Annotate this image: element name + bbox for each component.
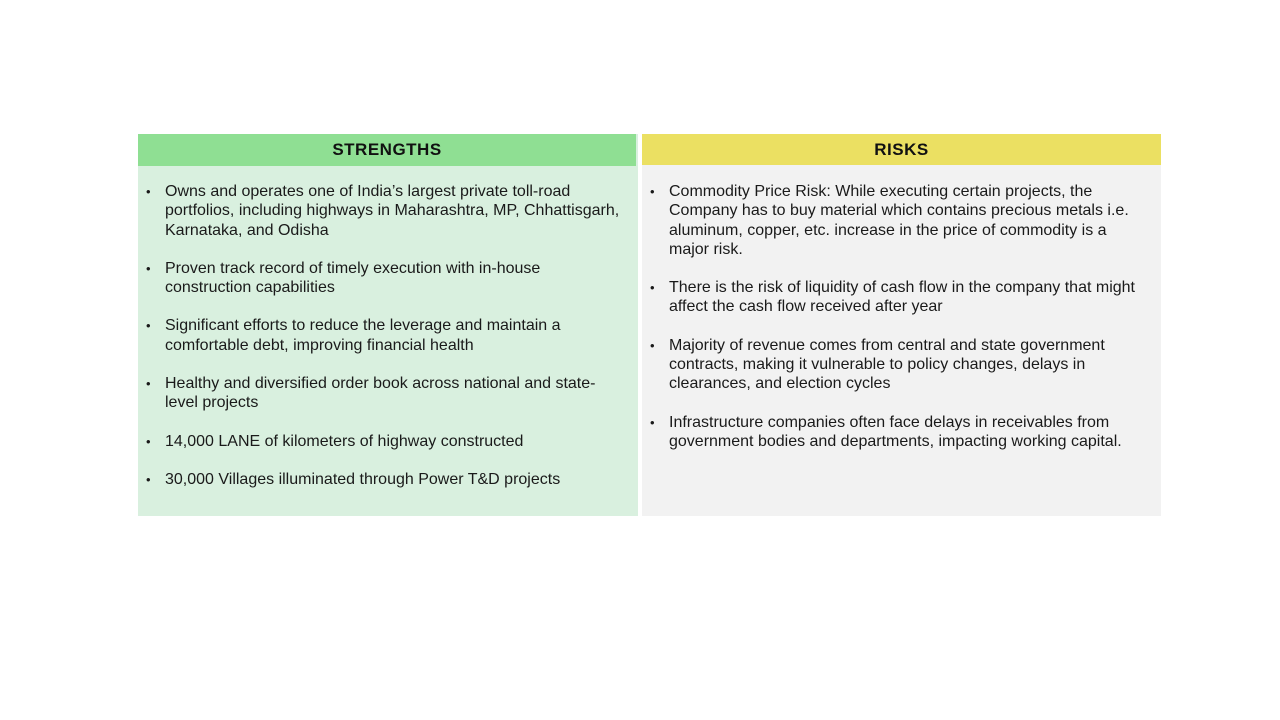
bullet-icon: • bbox=[650, 337, 655, 353]
strengths-item bbox=[146, 374, 622, 413]
strengths-item bbox=[146, 316, 622, 355]
bullet-icon: • bbox=[146, 260, 151, 276]
strengths-panel bbox=[138, 134, 638, 516]
bullet-icon: • bbox=[650, 414, 655, 430]
strengths-item-text: 14,000 LANE of kilometers of highway constructed bbox=[165, 432, 524, 450]
strengths-list bbox=[146, 182, 622, 489]
strengths-item bbox=[146, 432, 622, 451]
strengths-item-text: Significant efforts to reduce the leverage and maintain a comfortable debt, improving financial health bbox=[165, 317, 561, 354]
risks-item-text: Infrastructure companies often face delays in receivables from government bodies and departments, impacting working capital. bbox=[669, 413, 1122, 450]
risks-item bbox=[650, 278, 1145, 317]
risks-item bbox=[650, 413, 1145, 452]
bullet-icon: • bbox=[650, 280, 655, 296]
strengths-item-text: Healthy and diversified order book across national and state-level projects bbox=[165, 375, 596, 412]
bullet-icon: • bbox=[146, 376, 151, 392]
strengths-item-text: 30,000 Villages illuminated through Power T&D projects bbox=[165, 470, 561, 488]
risks-body bbox=[642, 165, 1161, 451]
bullet-icon: • bbox=[650, 184, 655, 199]
risks-panel bbox=[642, 134, 1161, 516]
bullet-icon: • bbox=[146, 318, 151, 334]
risks-item bbox=[650, 182, 1145, 259]
strengths-item-text: Owns and operates one of India’s largest private toll-road portfolios, including highways in Maharashtra, MP, Chhattisgarh, Karnataka, and Odisha bbox=[165, 183, 620, 239]
risks-item bbox=[650, 336, 1145, 394]
bullet-icon: • bbox=[146, 184, 151, 199]
risks-list bbox=[650, 182, 1145, 451]
strengths-item bbox=[146, 182, 622, 240]
strengths-item bbox=[146, 259, 622, 298]
risks-item-text: There is the risk of liquidity of cash flow in the company that might affect the cash flow received after year bbox=[669, 279, 1135, 316]
risks-header: RISKS bbox=[642, 134, 1161, 165]
strengths-header: STRENGTHS bbox=[138, 134, 636, 166]
bullet-icon: • bbox=[146, 471, 151, 487]
strengths-body bbox=[138, 166, 638, 489]
bullet-icon: • bbox=[146, 433, 151, 449]
strengths-item-text: Proven track record of timely execution with in-house construction capabilities bbox=[165, 259, 541, 297]
strengths-item bbox=[146, 470, 622, 489]
risks-item-text: Commodity Price Risk: While executing certain projects, the Company has to buy material which contains precious metals i.e. aluminum, copper, etc. increase in the price of commodity is a major risk. bbox=[669, 183, 1129, 258]
risks-item-text: Majority of revenue comes from central and state government contracts, making it vulnerable to policy changes, delays in clearances, and election cycles bbox=[669, 336, 1105, 393]
